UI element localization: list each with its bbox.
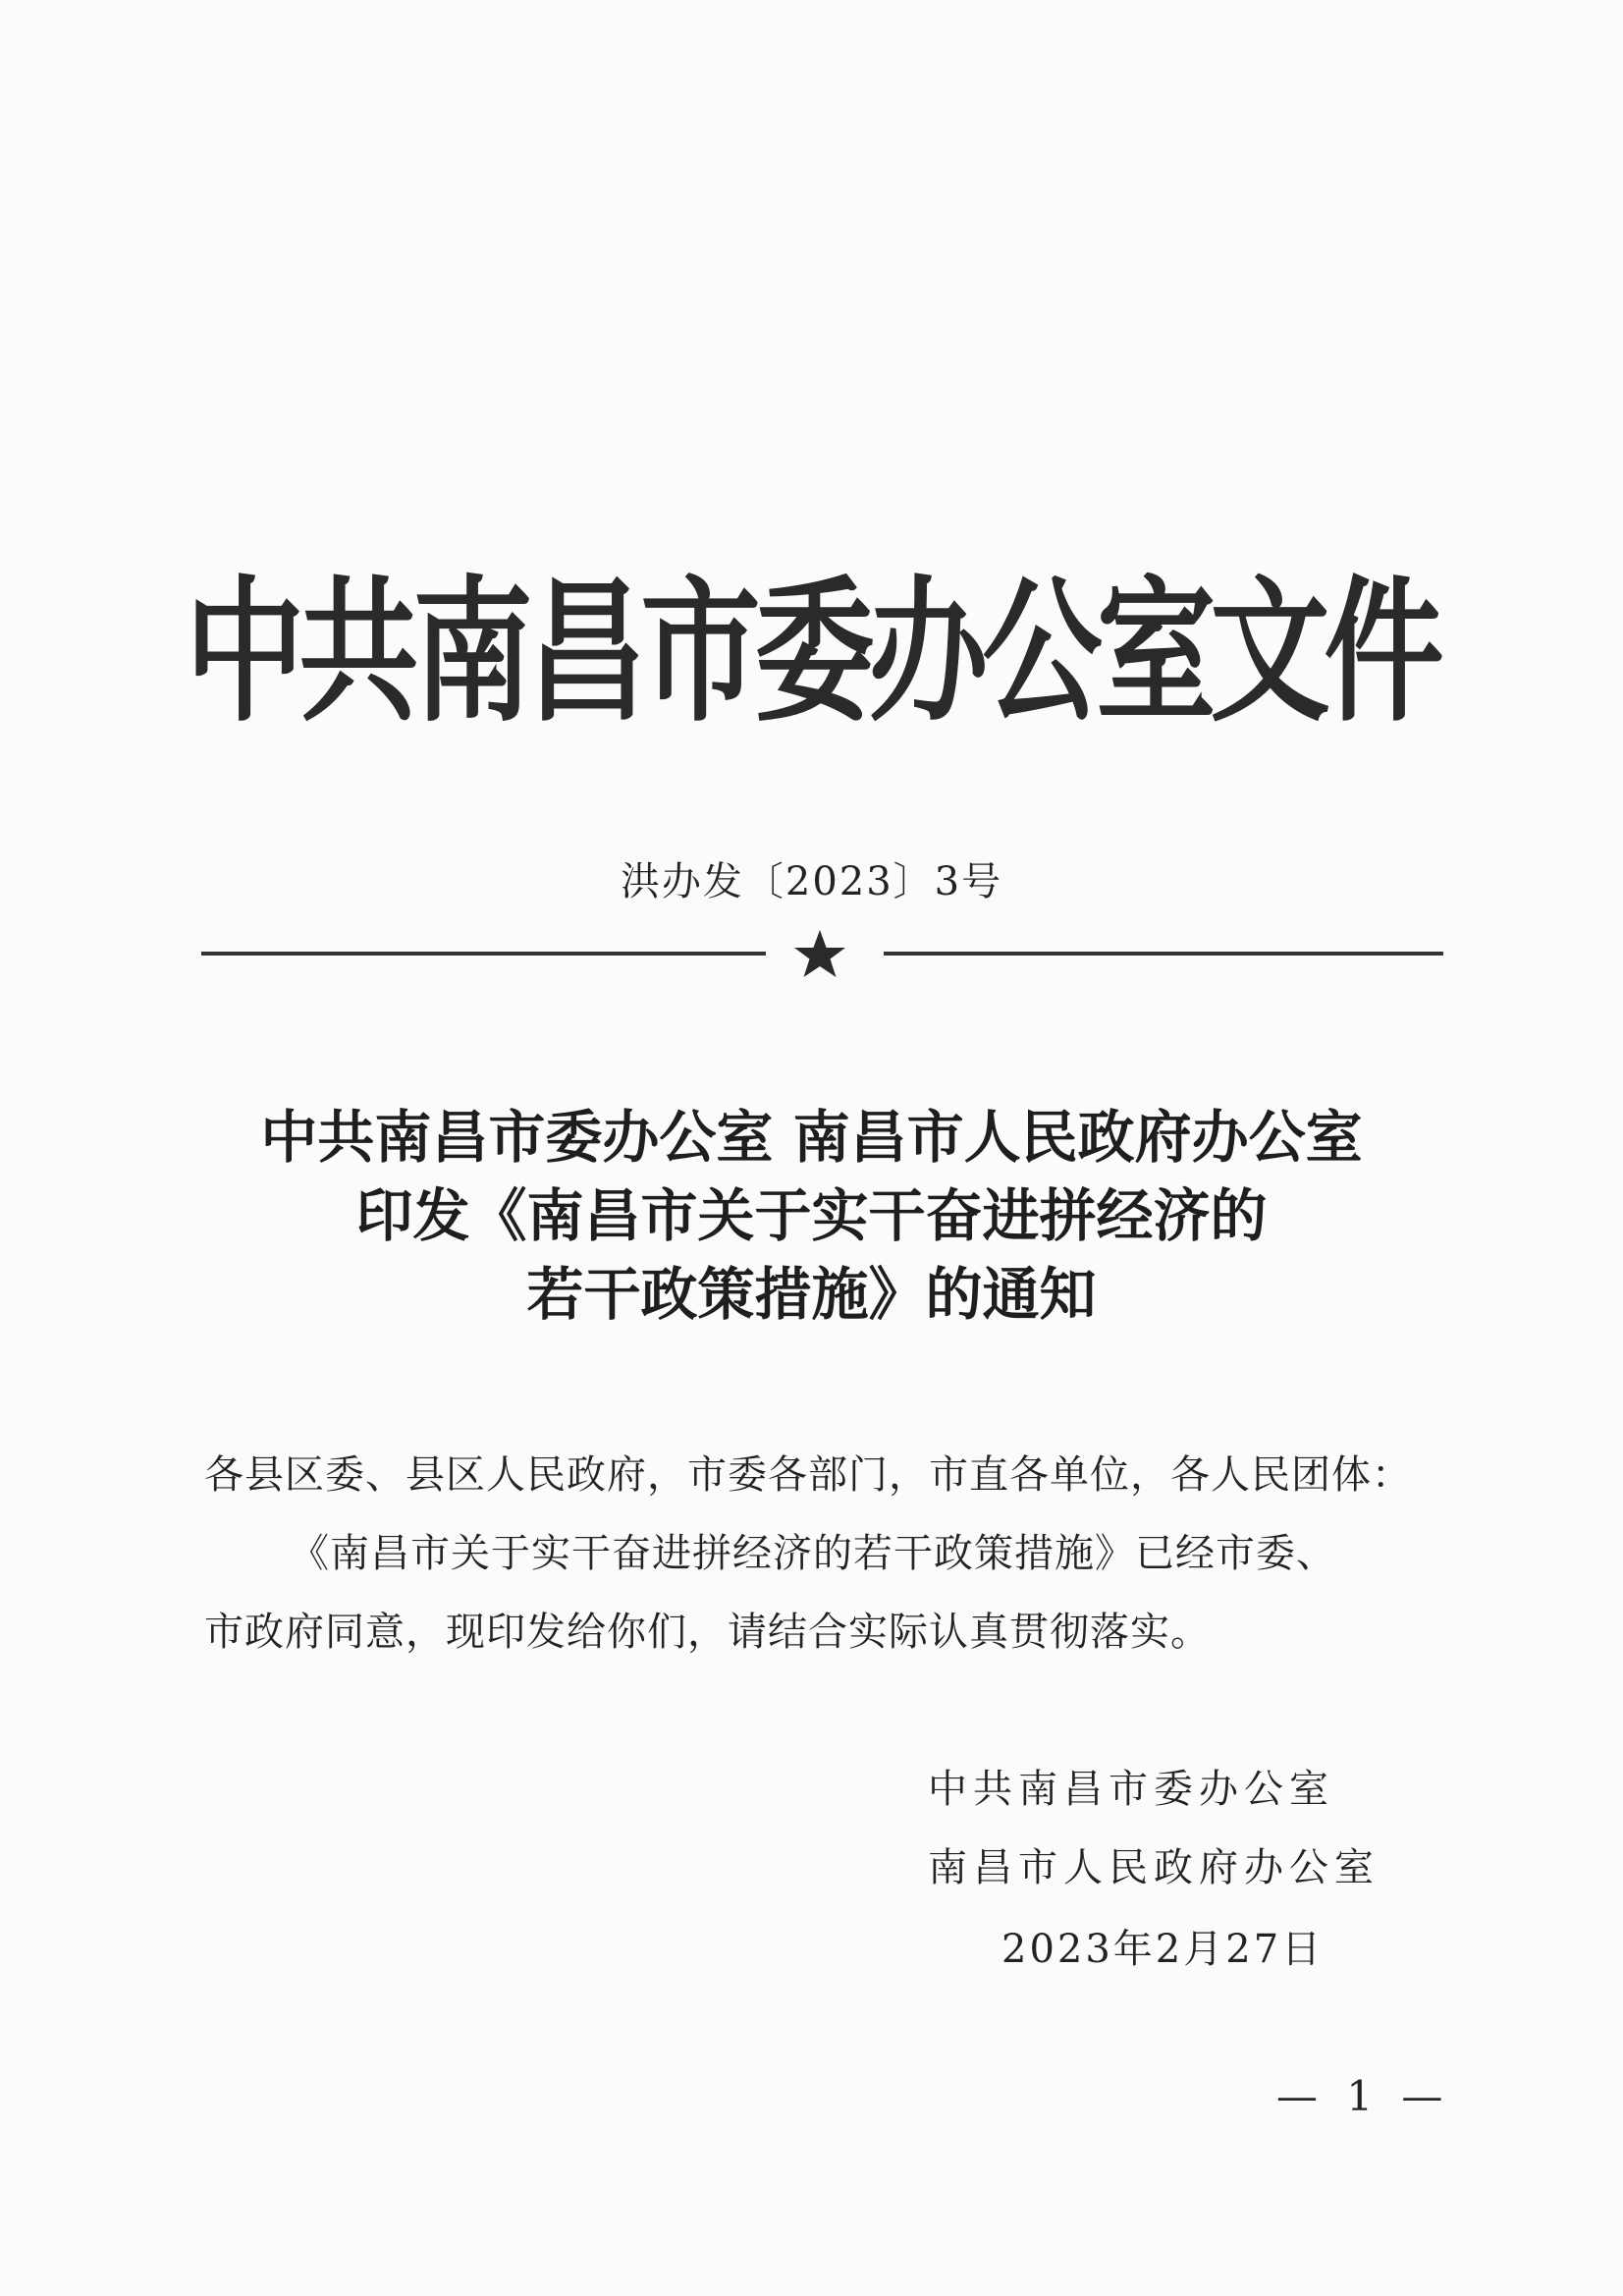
title-line-3: 若干政策措施》的通知 bbox=[526, 1261, 1097, 1328]
separator-line-left bbox=[201, 952, 766, 956]
star-icon bbox=[790, 928, 849, 979]
signature-org-1: 中共南昌市委办公室 bbox=[928, 1767, 1334, 1812]
title-line-1: 中共南昌市委办公室 南昌市人民政府办公室 bbox=[260, 1104, 1363, 1171]
page-number: — 1 — bbox=[1276, 2072, 1451, 2120]
body-paragraph-line-1: 《南昌市关于实干奋进拼经济的若干政策措施》已经市委、 bbox=[290, 1531, 1336, 1576]
document-number: 洪办发〔2023〕3号 bbox=[620, 859, 1003, 904]
body-paragraph-line-2: 市政府同意，现印发给你们，请结合实际认真贯彻落实。 bbox=[204, 1610, 1211, 1655]
masthead-title: 中共南昌市委办公室文件 bbox=[185, 562, 1438, 743]
signature-org-2: 南昌市人民政府办公室 bbox=[928, 1845, 1380, 1890]
signature-date: 2023年2月27日 bbox=[1001, 1927, 1325, 1972]
salutation: 各县区委、县区人民政府，市委各部门，市直各单位，各人民团体： bbox=[204, 1452, 1412, 1498]
title-line-2: 印发《南昌市关于实干奋进拼经济的 bbox=[355, 1182, 1268, 1249]
separator-rule bbox=[201, 928, 1443, 977]
separator-line-right bbox=[884, 952, 1443, 956]
notice-title bbox=[0, 1098, 1623, 1334]
